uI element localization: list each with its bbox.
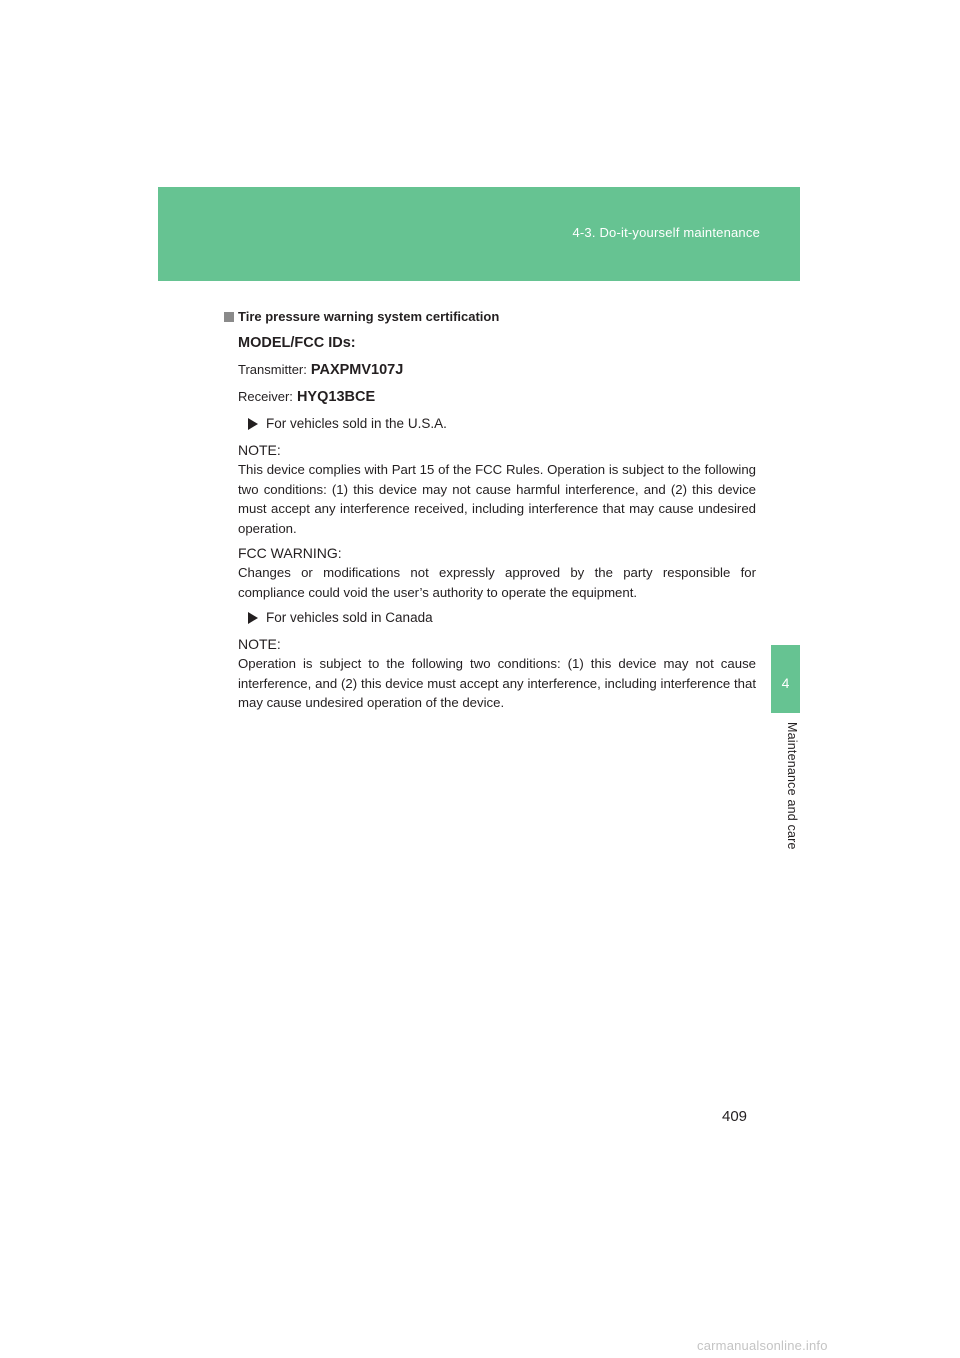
chapter-side-label: Maintenance and care: [785, 722, 799, 850]
square-bullet-icon: [224, 312, 234, 322]
usa-note-label: NOTE:: [238, 442, 281, 458]
chapter-tab: [771, 645, 800, 713]
receiver-line: [238, 387, 756, 407]
watermark: carmanualsonline.info: [697, 1338, 828, 1353]
chapter-number: 4: [781, 675, 790, 691]
triangle-arrow-icon: [248, 418, 258, 430]
fcc-warning-label: FCC WARNING:: [238, 545, 342, 561]
receiver-value: HYQ13BCE: [296, 389, 376, 405]
transmitter-line: [238, 360, 756, 380]
subheading: [224, 309, 756, 324]
canada-note-text: Operation is subject to the following two conditions: (1) this device may not cause interference, and (2) this device must accept any interference, including interference that may cause undesired operation of the device.: [238, 656, 756, 710]
transmitter-value: PAXPMV107J: [310, 362, 404, 378]
canada-heading: [238, 608, 756, 627]
canada-heading-text: For vehicles sold in Canada: [266, 610, 433, 625]
usa-heading: [238, 414, 756, 433]
fcc-warning-text: Changes or modifications not expressly approved by the party responsible for compliance could void the user’s authority to operate the equipment.: [238, 565, 756, 600]
canada-note-label: NOTE:: [238, 636, 281, 652]
page-number: 409: [722, 1108, 748, 1125]
section-title: 4-3. Do-it-yourself maintenance: [572, 225, 760, 240]
usa-heading-text: For vehicles sold in the U.S.A.: [266, 416, 447, 431]
usa-note-text: This device complies with Part 15 of the FCC Rules. Operation is subject to the following two conditions: (1) this device may not cause harmful interference, and (2) this device must accept any interference received, including interference that may cause undesired operation.: [238, 462, 756, 536]
triangle-arrow-icon: [248, 612, 258, 624]
subheading-text: Tire pressure warning system certification: [238, 309, 500, 324]
model-ids-label: MODEL/FCC IDs:: [238, 335, 356, 351]
receiver-label: Receiver:: [238, 389, 293, 404]
header-band: [158, 187, 800, 281]
certification-block: [224, 334, 756, 713]
content-body: [224, 309, 756, 719]
transmitter-label: Transmitter:: [238, 362, 307, 377]
